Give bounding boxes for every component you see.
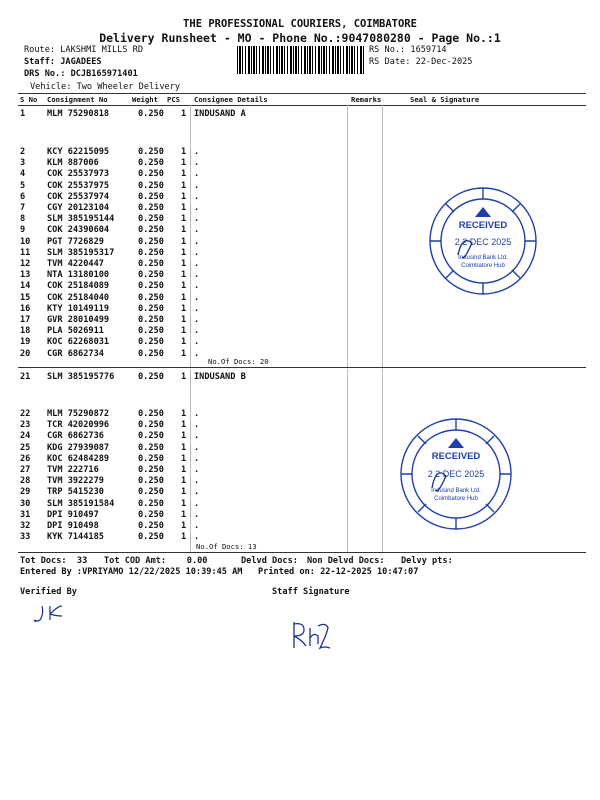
weight: 0.250 — [138, 109, 164, 119]
consignment-no: SLM 385195776 — [47, 372, 115, 382]
consignee: . — [194, 326, 200, 337]
stamp-hub: Coimbatore Hub — [434, 496, 478, 502]
sno: 8 — [20, 214, 26, 225]
weight: 0.250 — [138, 180, 164, 191]
pcs: 1 — [181, 247, 187, 258]
route: Route: LAKSHMI MILLS RD — [24, 45, 143, 55]
sno: 11 — [20, 247, 31, 258]
consignee: . — [194, 453, 200, 464]
pcs: 1 — [181, 372, 187, 382]
consignee: . — [194, 303, 200, 314]
consignee: . — [194, 420, 200, 431]
pcs: 1 — [181, 109, 187, 119]
sno: 19 — [20, 337, 31, 348]
pcs: 1 — [181, 337, 187, 348]
printed-on: Printed on: 22-12-2025 10:47:07 — [258, 567, 419, 577]
sno: 31 — [20, 509, 31, 520]
entered-by: Entered By :VPRIYAMO 12/22/2025 10:39:45 AM — [20, 567, 243, 577]
pcs: 1 — [181, 281, 187, 292]
consignee: . — [194, 521, 200, 531]
vehicle: Vehicle: Two Wheeler Delivery — [30, 82, 181, 92]
sno: 30 — [20, 498, 31, 509]
pcs: 1 — [181, 214, 187, 225]
consignment-no: PLA 5026911 — [47, 326, 104, 337]
consignee: . — [194, 292, 200, 303]
sno: 6 — [20, 191, 26, 202]
consignee: . — [194, 281, 200, 292]
consignment-no: TVM 222716 — [47, 465, 99, 475]
stamp-word: RECEIVED — [431, 451, 481, 462]
divider — [18, 367, 586, 368]
sno: 12 — [20, 259, 31, 269]
consignment-no: COK 25184040 — [47, 292, 110, 303]
stamp-bank: Indusind Bank Ltd. — [458, 255, 508, 261]
weight: 0.250 — [138, 147, 164, 157]
col-separator — [347, 369, 348, 552]
consignment-no: KOC 62268031 — [47, 337, 110, 348]
tot-docs: Tot Docs: 33 — [20, 556, 88, 566]
weight: 0.250 — [138, 292, 164, 303]
weight: 0.250 — [138, 337, 164, 348]
col-separator — [382, 105, 383, 367]
sno: 14 — [20, 281, 31, 292]
consignment-no: SLM 385195317 — [47, 247, 115, 258]
consignment-no: COK 24390604 — [47, 225, 110, 236]
sno: 3 — [20, 158, 26, 169]
pcs: 1 — [181, 476, 187, 487]
no-of-docs: No.Of Docs: 13 — [196, 542, 257, 551]
consignee: . — [194, 315, 200, 325]
divider — [18, 552, 586, 553]
sno: 17 — [20, 315, 31, 325]
consignee: . — [194, 442, 200, 453]
weight: 0.250 — [138, 169, 164, 180]
staff-signature-label: Staff Signature — [272, 587, 350, 597]
consignee: . — [194, 158, 200, 169]
pcs: 1 — [181, 326, 187, 337]
stamp-hub: Coimbatore Hub — [461, 263, 505, 269]
runsheet-title: Delivery Runsheet - MO - Phone No.:9047080280 - Page No.:1 — [99, 31, 501, 45]
sno: 1 — [20, 109, 26, 119]
sno: 7 — [20, 203, 26, 213]
pcs: 1 — [181, 315, 187, 325]
sno: 15 — [20, 292, 31, 303]
consignment-no: MLM 75290872 — [47, 409, 110, 419]
consignment-no: TVM 3922279 — [47, 476, 104, 487]
consignment-no: NTA 13180100 — [47, 270, 110, 281]
sno: 10 — [20, 236, 31, 247]
consignee: . — [194, 169, 200, 180]
barcode — [237, 46, 365, 74]
consignee: . — [194, 476, 200, 487]
consignment-no: CGY 20123104 — [47, 203, 110, 213]
pcs: 1 — [181, 292, 187, 303]
consignee: . — [194, 431, 200, 442]
weight: 0.250 — [138, 191, 164, 202]
staff-signature — [288, 618, 338, 654]
consignee: INDUSAND B — [194, 372, 246, 382]
sno: 2 — [20, 147, 26, 157]
weight: 0.250 — [138, 281, 164, 292]
consignee: . — [194, 147, 200, 157]
consignment-no: KLM 887006 — [47, 158, 99, 169]
weight: 0.250 — [138, 453, 164, 464]
sno: 32 — [20, 521, 31, 531]
sno: 5 — [20, 180, 26, 191]
consignment-no: SLM 385195144 — [47, 214, 115, 225]
pcs: 1 — [181, 420, 187, 431]
weight: 0.250 — [138, 509, 164, 520]
consignment-no: KOC 62484289 — [47, 453, 110, 464]
pcs: 1 — [181, 270, 187, 281]
weight: 0.250 — [138, 203, 164, 213]
consignee: INDUSAND A — [194, 109, 246, 119]
consignment-no: COK 25537975 — [47, 180, 110, 191]
non-delvd-docs: Non Delvd Docs: — [307, 556, 385, 566]
sno: 13 — [20, 270, 31, 281]
weight: 0.250 — [138, 236, 164, 247]
col-separator — [347, 105, 348, 367]
pcs: 1 — [181, 487, 187, 498]
consignment-no: DPI 910497 — [47, 509, 99, 520]
consignment-no: KCY 62215095 — [47, 147, 110, 157]
pcs: 1 — [181, 521, 187, 531]
sno: 27 — [20, 465, 31, 475]
weight: 0.250 — [138, 225, 164, 236]
pcs: 1 — [181, 409, 187, 419]
consignment-no: KYK 7144185 — [47, 532, 104, 543]
consignment-no: GVR 28010499 — [47, 315, 110, 325]
pcs: 1 — [181, 303, 187, 314]
verified-by: Verified By — [20, 587, 77, 597]
consignment-no: COK 25537974 — [47, 191, 110, 202]
rs-date: RS Date: 22-Dec-2025 — [369, 57, 473, 67]
weight: 0.250 — [138, 326, 164, 337]
pcs: 1 — [181, 259, 187, 269]
consignee: . — [194, 214, 200, 225]
verifier-initials-signature — [28, 600, 78, 628]
sno: 20 — [20, 348, 31, 359]
weight: 0.250 — [138, 532, 164, 543]
pcs: 1 — [181, 180, 187, 191]
pcs: 1 — [181, 236, 187, 247]
consignee: . — [194, 180, 200, 191]
weight: 0.250 — [138, 498, 164, 509]
consignee: . — [194, 509, 200, 520]
consignee: . — [194, 337, 200, 348]
col-weight: Weight — [132, 95, 158, 104]
received-stamp — [424, 185, 542, 297]
consignee: . — [194, 409, 200, 419]
consignment-no: MLM 75290818 — [47, 109, 110, 119]
stamp-date: 2 2 DEC 2025 — [427, 469, 485, 479]
pcs: 1 — [181, 169, 187, 180]
consignment-no: KDG 27939087 — [47, 442, 110, 453]
col-seal: Seal & Signature — [410, 95, 480, 104]
pcs: 1 — [181, 509, 187, 520]
col-separator — [382, 369, 383, 552]
sno: 29 — [20, 487, 31, 498]
sno: 9 — [20, 225, 26, 236]
col-consignee: Consignee Details — [194, 95, 268, 104]
weight: 0.250 — [138, 487, 164, 498]
sno: 23 — [20, 420, 31, 431]
weight: 0.250 — [138, 214, 164, 225]
delvy-pts: Delvy pts: — [401, 556, 453, 566]
consignment-no: CGR 6862734 — [47, 348, 104, 359]
consignee: . — [194, 465, 200, 475]
consignment-no: TRP 5415230 — [47, 487, 104, 498]
col-remarks: Remarks — [351, 95, 382, 104]
pcs: 1 — [181, 147, 187, 157]
weight: 0.250 — [138, 270, 164, 281]
consignee: . — [194, 259, 200, 269]
col-pcs: PCS — [167, 95, 180, 104]
rs-number: RS No.: 1659714 — [369, 45, 447, 55]
pcs: 1 — [181, 498, 187, 509]
weight: 0.250 — [138, 465, 164, 475]
weight: 0.250 — [138, 442, 164, 453]
consignment-no: DPI 910498 — [47, 521, 99, 531]
consignee: . — [194, 236, 200, 247]
consignment-no: SLM 385191584 — [47, 498, 115, 509]
consignment-no: KTY 10149119 — [47, 303, 110, 314]
col-sno: S No — [20, 95, 38, 104]
stamp-word: RECEIVED — [458, 220, 508, 231]
sno: 18 — [20, 326, 31, 337]
pcs: 1 — [181, 465, 187, 475]
weight: 0.250 — [138, 247, 164, 258]
stamp-bank: Indusind Bank Ltd. — [431, 488, 481, 494]
sno: 24 — [20, 431, 31, 442]
col-separator — [190, 369, 191, 552]
weight: 0.250 — [138, 158, 164, 169]
sno: 26 — [20, 453, 31, 464]
sno: 21 — [20, 372, 31, 382]
pcs: 1 — [181, 203, 187, 213]
pcs: 1 — [181, 442, 187, 453]
pcs: 1 — [181, 225, 187, 236]
sno: 33 — [20, 532, 31, 543]
weight: 0.250 — [138, 476, 164, 487]
weight: 0.250 — [138, 315, 164, 325]
consignee: . — [194, 532, 200, 543]
pcs: 1 — [181, 191, 187, 202]
consignee: . — [194, 225, 200, 236]
consignee: . — [194, 270, 200, 281]
no-of-docs: No.Of Docs: 20 — [208, 357, 269, 366]
delvd-docs: Delvd Docs: — [241, 556, 298, 566]
pcs: 1 — [181, 453, 187, 464]
weight: 0.250 — [138, 409, 164, 419]
pcs: 1 — [181, 532, 187, 543]
sno: 22 — [20, 409, 31, 419]
weight: 0.250 — [138, 303, 164, 314]
pcs: 1 — [181, 158, 187, 169]
sno: 28 — [20, 476, 31, 487]
consignee: . — [194, 247, 200, 258]
drs-number: DRS No.: DCJB165971401 — [24, 69, 138, 79]
consignee: . — [194, 498, 200, 509]
consignee: . — [194, 191, 200, 202]
stamp-date: 2 2 DEC 2025 — [454, 237, 512, 247]
company-name: THE PROFESSIONAL COURIERS, COIMBATORE — [183, 18, 417, 30]
consignment-no: TCR 42020996 — [47, 420, 110, 431]
weight: 0.250 — [138, 259, 164, 269]
weight: 0.250 — [138, 521, 164, 531]
weight: 0.250 — [138, 420, 164, 431]
divider — [18, 93, 586, 94]
sno: 25 — [20, 442, 31, 453]
pcs: 1 — [181, 431, 187, 442]
col-separator — [190, 105, 191, 367]
sno: 16 — [20, 303, 31, 314]
consignment-no: PGT 7726829 — [47, 236, 104, 247]
consignee: . — [194, 348, 200, 359]
weight: 0.250 — [138, 431, 164, 442]
sno: 4 — [20, 169, 26, 180]
staff: Staff: JAGADEES — [24, 57, 102, 67]
col-consignment: Consignment No — [47, 95, 108, 104]
consignment-no: CGR 6862736 — [47, 431, 104, 442]
consignment-no: COK 25184089 — [47, 281, 110, 292]
received-stamp — [394, 416, 518, 532]
pcs: 1 — [181, 348, 187, 359]
weight: 0.250 — [138, 372, 164, 382]
divider — [18, 105, 586, 106]
tot-cod: Tot COD Amt: 0.00 — [104, 556, 208, 566]
consignment-no: TVM 4220447 — [47, 259, 104, 269]
consignee: . — [194, 203, 200, 213]
consignee: . — [194, 487, 200, 498]
weight: 0.250 — [138, 348, 164, 359]
consignment-no: COK 25537973 — [47, 169, 110, 180]
